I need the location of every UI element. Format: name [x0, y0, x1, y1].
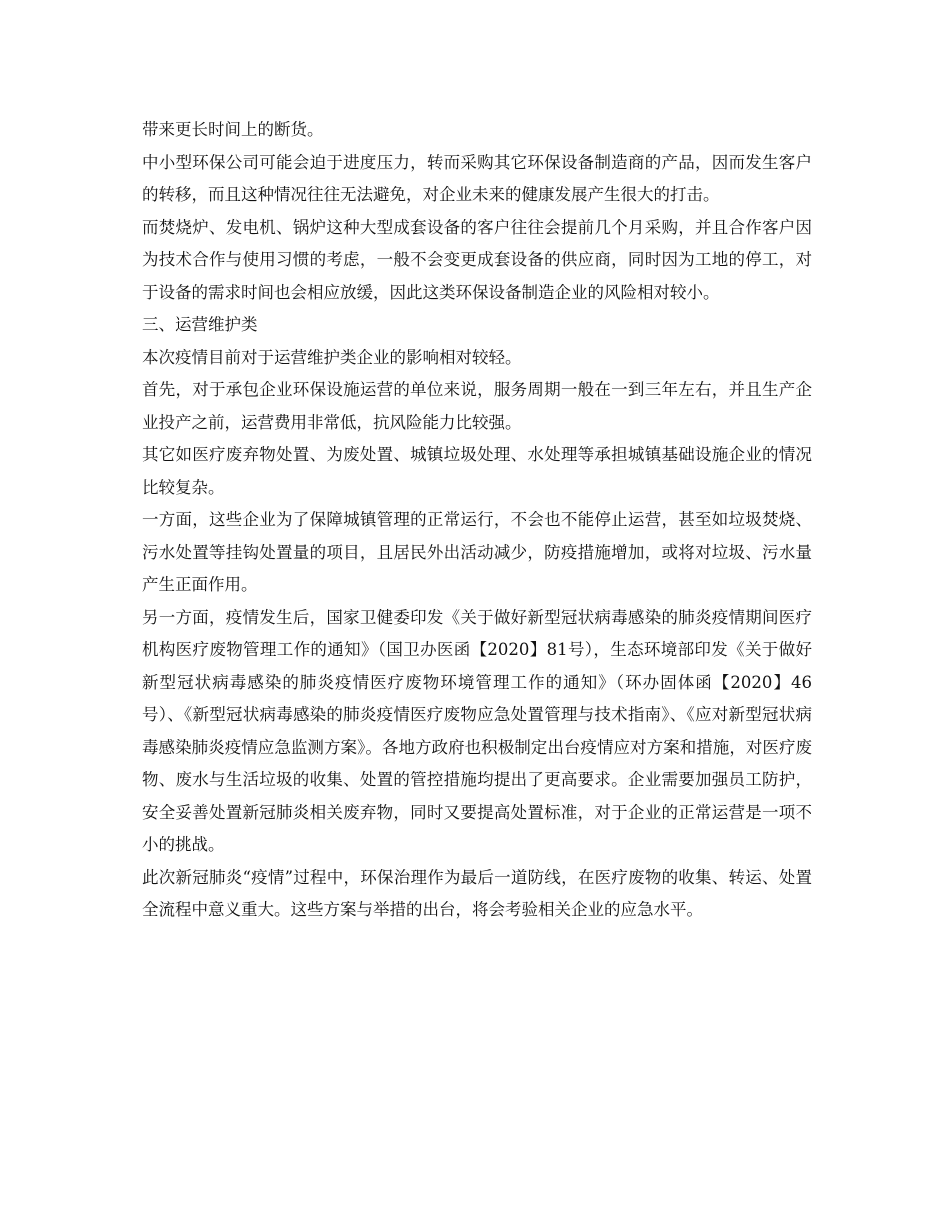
paragraph-customer-transfer: 中小型环保公司可能会迫于进度压力，转而采购其它环保设备制造商的产品，因而发生客户的转移，而且这种情况往往无法避免，对企业未来的健康发展产生很大的打击。: [142, 152, 812, 204]
paragraph-infrastructure: 其它如医疗废弃物处置、为废处置、城镇垃圾处理、水处理等承担城镇基础设施企业的情况比较复杂。: [142, 445, 812, 497]
paragraph-on-one-hand: 一方面，这些企业为了保障城镇管理的正常运行，不会也不能停止运营，甚至如垃圾焚烧、污水处置等挂钩处置量的项目，且居民外出活动减少，防疫措施增加，或将对垃圾、污水量产生正面作用。: [142, 510, 812, 594]
document-body: [142, 114, 812, 927]
paragraph-conclusion: 此次新冠肺炎“疫情”过程中，环保治理作为最后一道防线，在医疗废物的收集、转运、处置全流程中意义重大。这些方案与举措的出台，将会考验相关企业的应急水平。: [142, 867, 812, 919]
paragraph-on-other-hand: 另一方面，疫情发生后，国家卫健委印发《关于做好新型冠状病毒感染的肺炎疫情期间医疗机构医疗废物管理工作的通知》（国卫办医函【2020】81号），生态环境部印发《关于做好新型冠状病毒感染的肺炎疫情医疗废物环境管理工作的通知》（环办固体函【2020】46号）、《新型冠状病毒感染的肺炎疫情医疗废物应急处置管理与技术指南》、《应对新型冠状病毒感染肺炎疫情应急监测方案》。各地方政府也积极制定出台疫情应对方案和措施，对医疗废物、废水与生活垃圾的收集、处置的管控措施均提出了更高要求。企业需要加强员工防护，安全妥善处置新冠肺炎相关废弃物，同时又要提高处置标准，对于企业的正常运营是一项不小的挑战。: [142, 607, 812, 854]
paragraph-first: 首先，对于承包企业环保设施运营的单位来说，服务周期一般在一到三年左右，并且生产企业投产之前，运营费用非常低，抗风险能力比较强。: [142, 380, 812, 432]
paragraph-large-equipment: 而焚烧炉、发电机、锅炉这种大型成套设备的客户往往会提前几个月采购，并且合作客户因为技术合作与使用习惯的考虑，一般不会变更成套设备的供应商，同时因为工地的停工，对于设备的需求时间也会相应放缓，因此这类环保设备制造企业的风险相对较小。: [142, 217, 812, 302]
paragraph-impact-summary: 本次疫情目前对于运营维护类企业的影响相对较轻。: [142, 347, 522, 367]
section-heading-operation-maintenance: 三、运营维护类: [142, 315, 258, 334]
paragraph-continuation: 带来更长时间上的断货。: [142, 120, 324, 139]
